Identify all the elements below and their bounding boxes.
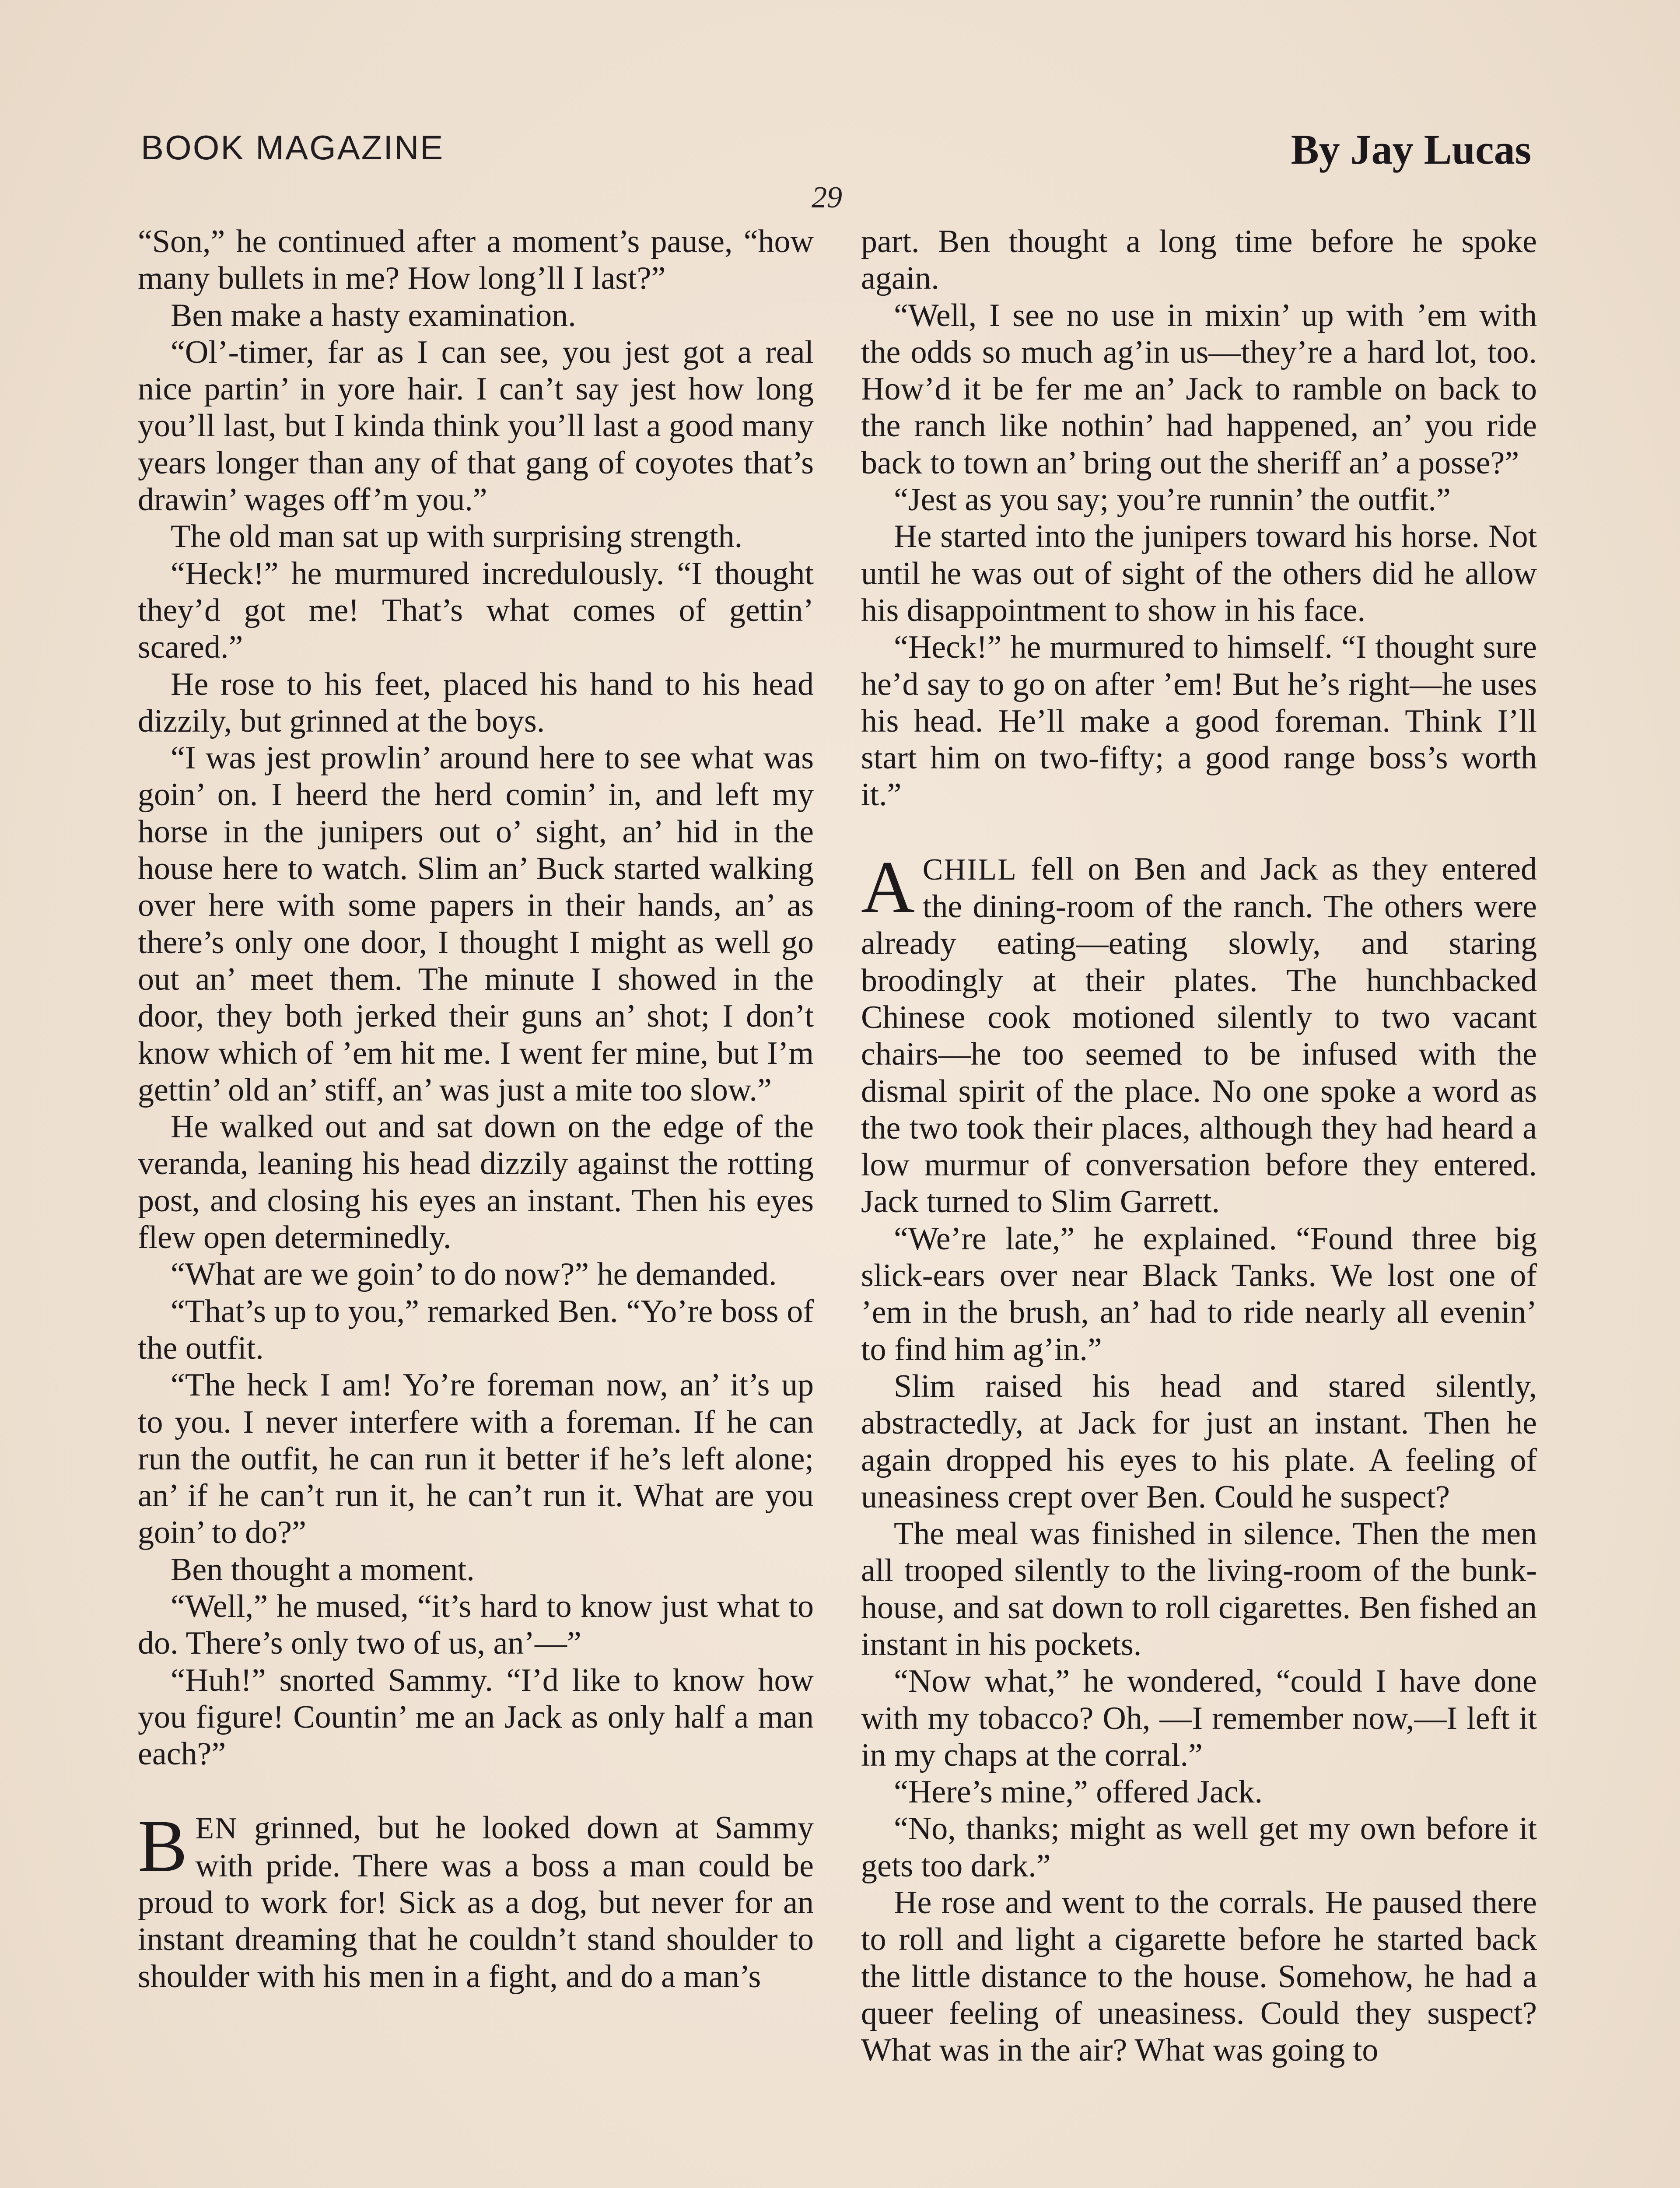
paragraph: “What are we goin’ to do now?” he demanded.: [171, 1256, 777, 1293]
paragraph: “Ol’-timer, far as I can see, you jest got a real nice partin’ in yore hair. I can’t say jest how long you’ll last, but I kinda think you’ll last a good many years longer than any of that gang of coyotes that’s drawin’ wages off’m you.”: [138, 334, 814, 518]
paragraph: “No, thanks; might as well get my own before it gets too dark.”: [861, 1811, 1537, 1884]
paragraph: “Heck!” he murmured incredulously. “I thought they’d got me! That’s what comes of gettin’ scared.”: [138, 555, 814, 666]
paragraph: “Here’s mine,” offered Jack.: [894, 1774, 1263, 1810]
paragraph: Slim raised his head and stared silently, abstractedly, at Jack for just an instant. Then he again dropped his eyes to his plate. A feeling of uneasiness crept over Ben. Could he suspect?: [861, 1368, 1537, 1515]
section-paragraph: [138, 1805, 814, 1995]
paragraph: He walked out and sat down on the edge of the veranda, leaning his head dizzily against the rotting post, and closing his eyes an instant. Then his eyes flew open determinedly.: [138, 1109, 814, 1256]
paragraph-text: grinned, but he looked down at Sammy with pride. There was a boss a man could be proud to work for! Sick as a dog, but never for an instant dreaming that he couldn’t stand shoulder to shoulder with his men in a fight, and do a man’s: [138, 1810, 814, 1995]
author-byline: By Jay Lucas: [1291, 126, 1531, 173]
paragraph: “We’re late,” he explained. “Found three big slick-ears over near Black Tanks. We lost one of ’em in the brush, an’ had to ride nearly all evenin’ to find him ag’in.”: [861, 1220, 1537, 1368]
paragraph: “Heck!” he murmured to himself. “I thought sure he’d say to go on after ’em! But he’s right—he uses his head. He’ll make a good foreman. Think I’ll start him on two-fifty; a good range boss’s worth it.”: [861, 629, 1537, 813]
drop-cap: B: [138, 1805, 188, 1887]
paragraph: “Jest as you say; you’re runnin’ the outfit.”: [894, 482, 1451, 518]
paragraph: “That’s up to you,” remarked Ben. “Yo’re boss of the outfit.: [138, 1293, 814, 1366]
paragraph: He rose and went to the corrals. He paused there to roll and light a cigarette before he started back the little distance to the house. Somehow, he had a queer feeling of uneasiness. Could they suspect? What was in the air? What was going to: [861, 1885, 1537, 2069]
left-column: [138, 223, 814, 1995]
paragraph: “I was jest prowlin’ around here to see what was goin’ on. I heerd the herd comin’ in, and left my horse in the junipers out o’ sight, an’ hid in the house here to watch. Slim an’ Buck started walking over here with some papers in their hands, an’ as there’s only one door, I thought I might as well go out an’ meet them. The minute I showed in the door, they both jerked their guns an’ shot; I don’t know which of ’em hit me. I went fer mine, but I’m gettin’ old an’ stiff, an’ was just a mite too slow.”: [138, 740, 814, 1108]
paragraph: “Huh!” snorted Sammy. “I’d like to know how you figure! Countin’ me an Jack as only half a man each?”: [138, 1662, 814, 1772]
paragraph-text: fell on Ben and Jack as they entered the dining-room of the ranch. The others were already eating—eating slowly, and staring broodingly at their plates. The hunchbacked Chinese cook motioned silently to two vacant chairs—he too seemed to be infused with the dismal spirit of the place. No one spoke a word as the two took their places, although they had heard a low murmur of conversation before they entered. Jack turned to Slim Garrett.: [861, 851, 1537, 1220]
small-caps-lead: CHILL: [922, 852, 1017, 887]
paragraph: He rose to his feet, placed his hand to his head dizzily, but grinned at the boys.: [138, 666, 814, 739]
page-number: 29: [812, 181, 842, 214]
right-column: [861, 223, 1537, 2069]
magazine-title: BOOK MAGAZINE: [141, 128, 444, 167]
paragraph: “The heck I am! Yo’re foreman now, an’ it’s up to you. I never interfere with a foreman. If he can run the outfit, he can run it better if he’s left alone; an’ if he can’t run it, he can’t run it. What are you goin’ to do?”: [138, 1367, 814, 1551]
drop-cap: A: [861, 845, 915, 928]
paragraph: “Now what,” he wondered, “could I have done with my tobacco? Oh, —I remember now,—I left it in my chaps at the corral.”: [861, 1663, 1537, 1773]
section-paragraph: [861, 845, 1537, 1220]
paragraph: “Well,” he mused, “it’s hard to know just what to do. There’s only two of us, an’—”: [138, 1588, 814, 1662]
paragraph: “Well, I see no use in mixin’ up with ’em with the odds so much ag’in us—they’re a hard lot, too. How’d it be fer me an’ Jack to ramble on back to the ranch like nothin’ had happened, an’ you ride back to town an’ bring out the sheriff an’ a posse?”: [861, 297, 1537, 481]
paragraph: Ben make a hasty examination.: [171, 297, 576, 333]
small-caps-lead: EN: [195, 1812, 238, 1846]
paragraph: The old man sat up with surprising strength.: [171, 519, 743, 555]
paragraph: The meal was finished in silence. Then the men all trooped silently to the living-room of the bunk-house, and sat down to roll cigarettes. Ben fished an instant in his pockets.: [861, 1516, 1537, 1662]
paragraph: “Son,” he continued after a moment’s pause, “how many bullets in me? How long’ll I last?”: [138, 224, 814, 297]
paragraph: He started into the junipers toward his horse. Not until he was out of sight of the others did he allow his disappointment to show in his face.: [861, 519, 1537, 628]
paragraph: Ben thought a moment.: [171, 1551, 475, 1588]
paragraph: part. Ben thought a long time before he spoke again.: [861, 224, 1537, 297]
